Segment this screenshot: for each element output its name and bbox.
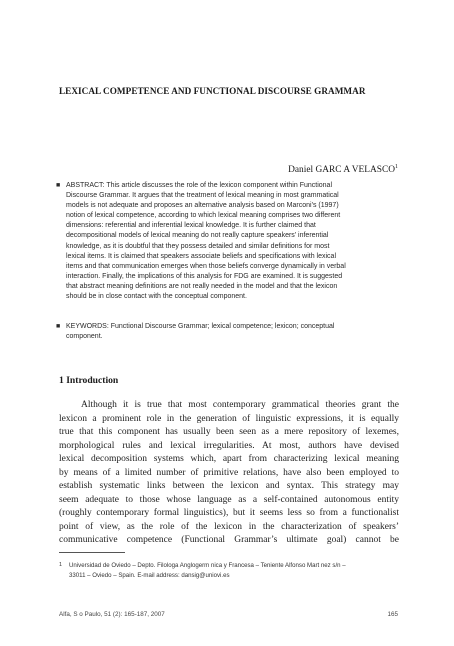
- abstract-line: should be in close contact with the conceptual component.: [66, 293, 247, 301]
- abstract: [56, 181, 398, 302]
- abstract-line: ABSTRACT: This article discusses the role of the lexicon component within Functional: [66, 182, 332, 189]
- footnote-line: Universidad de Oviedo – Depto. Filologa Anglogerm nica y Francesa – Teniente Alfonso Mart nez s/n –: [69, 562, 346, 569]
- keywords-line: component.: [66, 333, 103, 341]
- abstract-line: interaction. Finally, the implications of this analysis for FDG are examined. It is suggested: [66, 272, 343, 280]
- footnote-number: 1: [59, 562, 63, 568]
- paragraph-line: seem adequate to those whose language as a self-contained autonomous entity: [59, 494, 399, 505]
- abstract-line: dimensions: referential and inferential lexical knowledge. It is further claimed that: [66, 222, 316, 230]
- paragraph-line: true that this component has usually been seen as a mere repository of lexemes,: [59, 427, 399, 438]
- keywords-bullet: ■: [56, 323, 61, 330]
- author-footnote-marker: 1: [395, 164, 398, 170]
- paragraph-line: communicative competence (Functional Grammar’s ultimate goal) cannot be: [59, 535, 399, 546]
- paragraph-line: lexical decomposition systems which, apart from characterizing lexical meaning: [59, 454, 399, 465]
- keywords-line: KEYWORDS: Functional Discourse Grammar; lexical competence; lexicon; conceptual: [66, 323, 335, 330]
- abstract-line: models is not adequate and proposes an alternative analysis based on Marconi’s (1997): [66, 202, 339, 210]
- abstract-line: that abstract meaning definitions are not really needed in the model and that the lexicon: [66, 282, 338, 290]
- footnote-divider: [59, 552, 125, 553]
- paragraph-line: point of view, as the role of the lexicon in the characterization of speakers’: [59, 521, 399, 532]
- footnote-text: [69, 561, 399, 581]
- abstract-line: Discourse Grammar. It argues that the treatment of lexical meaning in most grammatical: [66, 192, 339, 200]
- journal-citation: Alfa, S o Paulo, 51 (2): 165-187, 2007: [59, 611, 165, 618]
- abstract-line: notion of lexical competence, according to which lexical meaning comprises two different: [66, 212, 341, 220]
- footnote-line: 33011 – Oviedo – Spain. E-mail address: dansig@uniovi.es: [69, 572, 230, 579]
- author-name: [288, 164, 398, 175]
- paragraph-line: by means of a limited number of primitive relations, have also been employed to: [59, 467, 399, 478]
- abstract-line: items and that communication emerges when those beliefs converge dynamically in verbal: [66, 262, 346, 270]
- abstract-body: [66, 181, 398, 302]
- keywords-body: [66, 322, 398, 342]
- paragraph-line: morphological rules and lexical irregularities. At most, authors have devised: [59, 440, 399, 451]
- abstract-line: decompositional models of lexical meaning do not really capture speakers’ inferential: [66, 232, 329, 240]
- paper-title: LEXICAL COMPETENCE AND FUNCTIONAL DISCOURSE GRAMMAR: [59, 86, 366, 96]
- abstract-bullet: ■: [56, 182, 61, 189]
- paragraph-line: Although it is true that most contemporary grammatical theories grant the: [81, 400, 399, 410]
- paragraph-line: (roughly contemporary formal linguistics), but it seems less so from a functionalist: [59, 508, 399, 519]
- footnote: [59, 561, 399, 581]
- abstract-line: knowledge, as it is doubtful that they possess detailed and similar definitions for most: [66, 242, 330, 250]
- keywords: [56, 322, 398, 342]
- page-number: 165: [387, 611, 398, 618]
- author-name-text: Daniel GARC A VELASCO: [288, 165, 395, 175]
- introduction-paragraph: [59, 399, 399, 548]
- abstract-line: lexical items. It is claimed that speakers associate beliefs and specifications with lexical: [66, 252, 337, 260]
- paragraph-line: establish systematic links between the lexicon and syntax. This strategy may: [59, 481, 399, 492]
- paragraph-line: lexicon a prominent role in the generation of linguistic expressions, it is equally: [59, 413, 399, 424]
- section-heading: 1 Introduction: [59, 375, 119, 386]
